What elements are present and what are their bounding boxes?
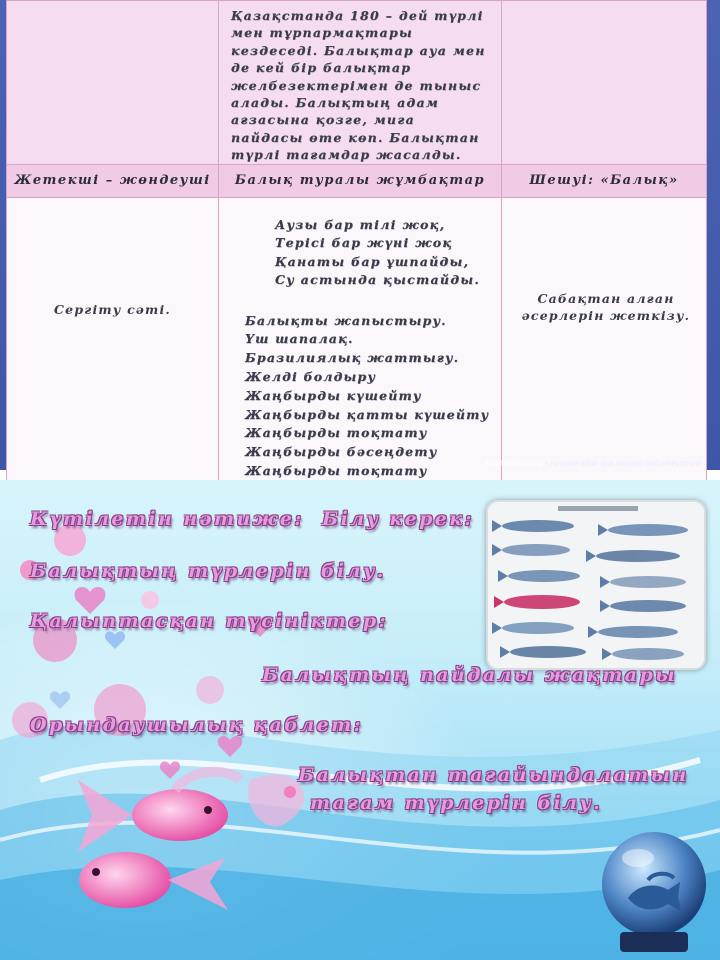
table-cell-riddle [219,197,502,488]
list-item: Жаңбырды тоқтату [245,425,428,441]
riddle-line: Аузы бар тілі жоқ, [275,216,446,232]
table-cell-summary [502,197,707,488]
list-item: Жаңбырды қатты күшейту [245,406,490,422]
snow-globe-fish-icon [598,828,710,956]
table-cell-fish-facts [219,1,502,165]
expected-result-heading: Күтілетін нәтиже: [30,508,304,530]
must-know-heading: Білу керек: [322,508,474,530]
table-cell-empty [502,1,707,165]
fish-facts-text: Қазақстанда 180 – дей түрлі мен тұрпармақтары кездеседі. Балықтар ауа мен де кей бір балықтар желбезектерімен де тыныс алады. Балықтың адам ағзасына қозге, мига пайдасы өте көп. Балықтан түрлі тағамдар жасалды. [231,8,486,163]
riddle-line: Су астында қыстайды. [275,272,480,288]
riddle-line: Қанаты бар ұшпайды, [275,253,470,269]
list-item: Жаңбырды күшейту [245,387,422,403]
skills-heading: Орындаушылық қаблет: [30,714,364,736]
formed-concepts-heading: Қалыптасқан түсініктер: [30,610,389,632]
list-item: Бразилиялық жаттығу. [245,350,460,366]
list-item: Желді болдыру [245,369,377,385]
relax-moment-label: Сергіту сәті. [54,301,171,317]
lesson-plan-table [6,0,707,489]
exercise-list [245,312,501,481]
riddle-line: Терісі бар жүні жоқ [275,235,453,251]
list-item: Үш шапалақ. [245,331,354,347]
skills-value-line2: тағам түрлерін білу. [310,792,603,814]
formed-concepts-value: Балықтың пайдалы жақтары [262,664,677,686]
learning-outcomes-slide [0,480,720,960]
list-item: Балықты жапыстыру. [245,312,447,328]
table-header-row [7,164,707,197]
lesson-summary-text: Сабақтан алған әсерлерін жеткізу. [521,290,691,323]
column-header-answer: Шешуі: «Балық» [502,164,707,197]
table-row [7,197,707,488]
watermark-site: Top-Desktop.ru [484,459,543,468]
table-row [7,1,707,165]
lesson-table-slide [0,0,720,479]
list-item: Жаңбырды тоқтату [245,463,428,479]
riddle-block [275,216,501,290]
column-header-leader: Жетекші – жөндеуші [7,164,219,197]
table-cell-relax [7,197,219,488]
table-cell-empty [7,1,219,165]
column-header-riddles: Балық туралы жұмбақтар [219,164,502,197]
must-know-value: Балықтың түрлерін білу. [30,560,386,582]
skills-value-line1: Балықтан тағайындалатын [298,764,689,786]
watermark-tagline: - лучшие обои для вашего рабочего стола [542,459,702,468]
fish-species-poster-image [486,500,706,670]
watermark [484,459,702,468]
list-item: Жаңбырды бәсеңдету [245,444,438,460]
fish-species-poster-icon [488,502,704,668]
